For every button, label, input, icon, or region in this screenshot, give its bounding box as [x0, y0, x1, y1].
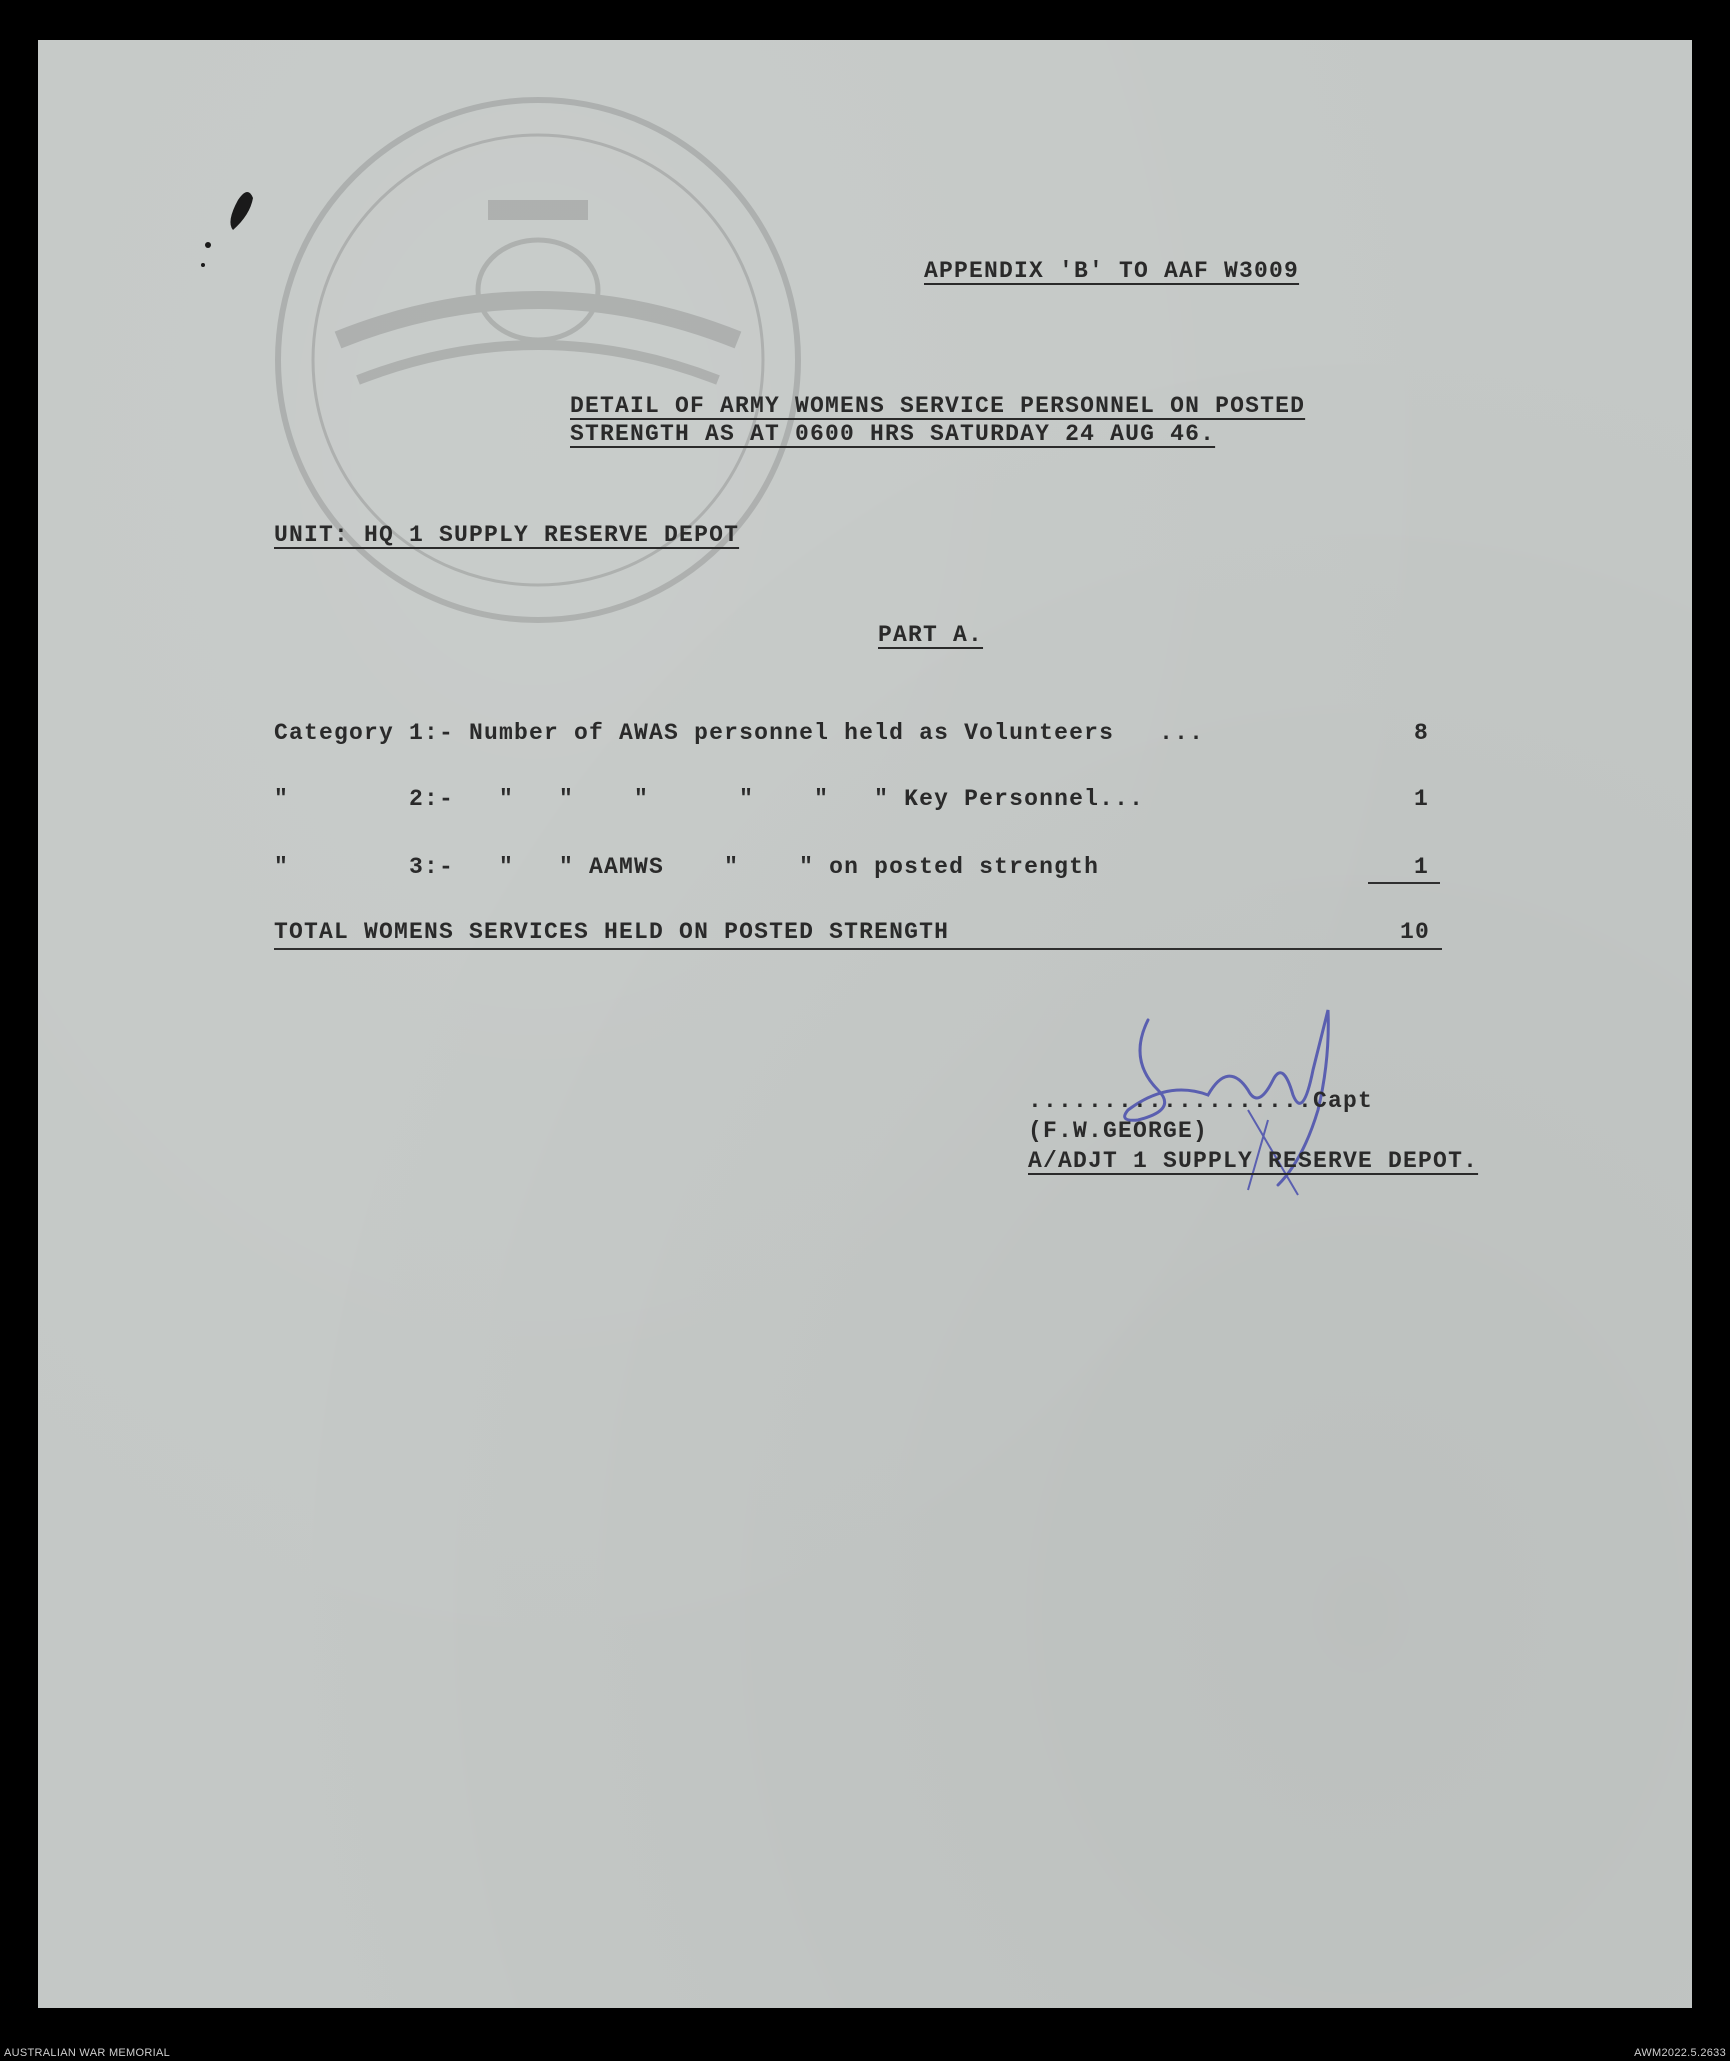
signature-dots-rank: ...................Capt [1028, 1088, 1374, 1114]
appendix-heading: APPENDIX 'B' TO AAF W3009 [924, 258, 1300, 284]
total-label: TOTAL WOMENS SERVICES HELD ON POSTED STRENGTH [274, 919, 950, 945]
signatory-position: A/ADJT 1 SUPPLY RESERVE DEPOT. [1028, 1148, 1479, 1174]
part-heading: PART A. [878, 622, 984, 648]
category-1-value: 8 [1414, 720, 1430, 746]
total-rule [274, 948, 1442, 950]
signatory-name: (F.W.GEORGE) [1028, 1118, 1209, 1144]
title-line-2: STRENGTH AS AT 0600 HRS SATURDAY 24 AUG 46. [570, 421, 1216, 447]
category-3-value: 1 [1414, 854, 1430, 880]
footer-left: AUSTRALIAN WAR MEMORIAL [4, 2047, 171, 2059]
document-page [38, 40, 1692, 2008]
category-1-label: Category 1:- Number of AWAS personnel held as Volunteers ... [274, 720, 1205, 746]
category-2-label: " 2:- " " " " " " Key Personnel... [274, 786, 1145, 812]
category-2-value: 1 [1414, 786, 1430, 812]
total-value: 10 [1400, 919, 1431, 945]
faded-stamp-icon [258, 60, 818, 660]
footer-right: AWM2022.5.2633 [1634, 2047, 1726, 2059]
paper-damage-icon [178, 170, 288, 290]
subtotal-rule [1368, 882, 1440, 884]
unit-line: UNIT: HQ 1 SUPPLY RESERVE DEPOT [274, 522, 740, 548]
category-3-label: " 3:- " " AAMWS " " on posted strength [274, 854, 1100, 880]
title-line-1: DETAIL OF ARMY WOMENS SERVICE PERSONNEL ON POSTED [570, 393, 1306, 419]
